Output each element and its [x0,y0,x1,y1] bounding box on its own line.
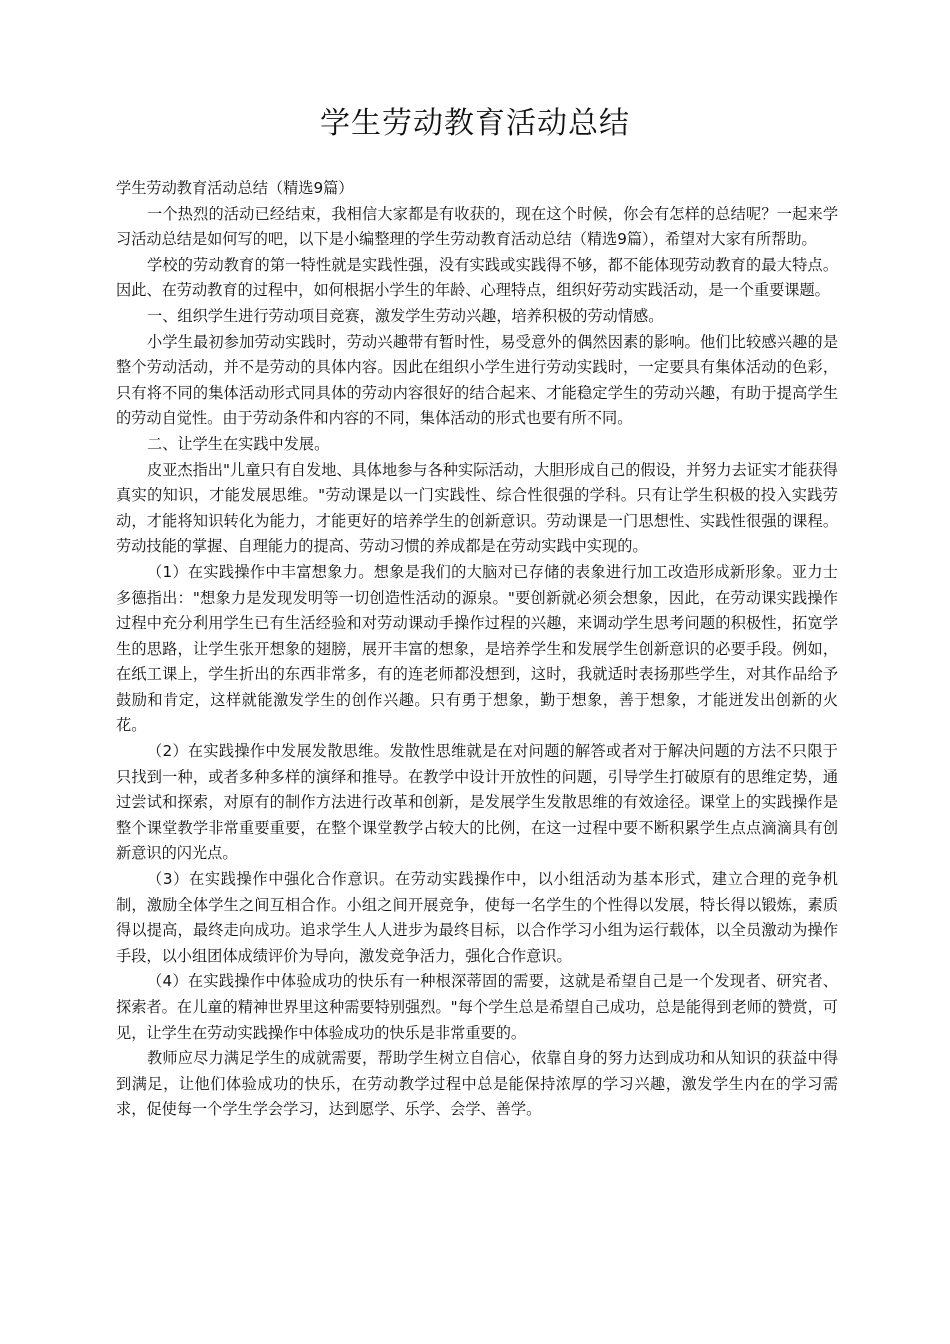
subtitle-paragraph: 学生劳动教育活动总结（精选9篇） [116,179,354,197]
body-paragraph: （4）在实践操作中体验成功的快乐有一种根深蒂固的需要，这就是希望自己是一个发现者、研究者、探索者。在儿童的精神世界里这种需要特别强烈。"每个学生总是希望自己成功，总是能得到老师的赞赏，可见，让学生在劳动实践操作中体验成功的快乐是非常重要的。 [116,972,838,1042]
document-title: 学生劳动教育活动总结 [320,106,630,141]
body-paragraph: （3）在实践操作中强化合作意识。在劳动实践操作中，以小组活动为基本形式，建立合理的竞争机制，激励全体学生之间互相合作。小组之间开展竞争，使每一名学生的个性得以发展，特长得以锻炼，素质得以提高，最终走向成功。追求学生人人进步为最终目标，以合作学习小组为运行载体，以全员激动为操作手段，以小组团体成绩评价为导向，激发竞争活力，强化合作意识。 [116,870,838,965]
body-paragraph: （2）在实践操作中发展发散思维。发散性思维就是在对问题的解答或者对于解决问题的方法不只限于只找到一种，或者多种多样的演绎和推导。在教学中设计开放性的问题，引导学生打破原有的思维定势，通过尝试和探索，对原有的制作方法进行改革和创新，是发展学生发散思维的有效途径。课堂上的实践操作是整个课堂教学非常重要重要，在整个课堂教学占较大的比例，在这一过程中要不断积累学生点点滴滴具有创新意识的闪光点。 [116,742,838,863]
body-paragraph: 一个热烈的活动已经结束，我相信大家都是有收获的，现在这个时候，你会有怎样的总结呢？一起来学习活动总结是如何写的吧，以下是小编整理的学生劳动教育活动总结（精选9篇），希望对大家有所帮助。 [116,204,838,249]
body-paragraph: 教师应尽力满足学生的成就需要，帮助学生树立自信心，依靠自身的努力达到成功和从知识的获益中得到满足，让他们体验成功的快乐，在劳动教学过程中总是能保持浓厚的学习兴趣，激发学生内在的学习需求，促使每一个学生学会学习，达到愿学、乐学、会学、善学。 [116,1049,838,1119]
body-paragraph: （1）在实践操作中丰富想象力。想象是我们的大脑对已存储的表象进行加工改造形成新形象。亚力士多德指出："想象力是发现发明等一切创造性活动的源泉。"要创新就必须会想象，因此，在劳动课实践操作过程中充分利用学生已有生活经验和对劳动课动手操作过程的兴趣，来调动学生思考问题的积极性，拓宽学生的思路，让学生张开想象的翅膀，展开丰富的想象，是培养学生和发展学生创新意识的必要手段。例如，在纸工课上，学生折出的东西非常多，有的连老师都没想到，这时，我就适时表扬那些学生，对其作品给予鼓励和肯定，这样就能激发学生的创作兴趣。只有勇于想象，勤于想象，善于想象，才能迸发出创新的火花。 [116,562,838,735]
section-heading: 一、组织学生进行劳动项目竞赛，激发学生劳动兴趣，培养积极的劳动情感。 [147,306,664,325]
document-body [116,176,838,1123]
body-paragraph: 学校的劳动教育的第一特性就是实践性强，没有实践或实践得不够，都不能体现劳动教育的最大特点。因此、在劳动教育的过程中，如何根据小学生的年龄、心理特点，组织好劳动实践活动，是一个重要课题。 [116,255,838,300]
body-paragraph: 皮亚杰指出"儿童只有自发地、具体地参与各种实际活动，大胆形成自己的假设，并努力去证实才能获得真实的知识，才能发展思维。"劳动课是以一门实践性、综合性很强的学科。只有让学生积极的投入实践劳动，才能将知识转化为能力，才能更好的培养学生的创新意识。劳动课是一门思想性、实践性很强的课程。劳动技能的掌握、自理能力的提高、劳动习惯的养成都是在劳动实践中实现的。 [116,460,838,556]
body-paragraph: 小学生最初参加劳动实践时，劳动兴趣带有暂时性，易受意外的偶然因素的影响。他们比较感兴趣的是整个劳动活动，并不是劳动的具体内容。因此在组织小学生进行劳动实践时，一定要具有集体活动的色彩，只有将不同的集体活动形式同具体的劳动内容很好的结合起来、才能稳定学生的劳动兴趣，有助于提高学生的劳动自觉性。由于劳动条件和内容的不同，集体活动的形式也要有所不同。 [116,332,838,428]
section-heading: 二、让学生在实践中发展。 [147,434,330,453]
